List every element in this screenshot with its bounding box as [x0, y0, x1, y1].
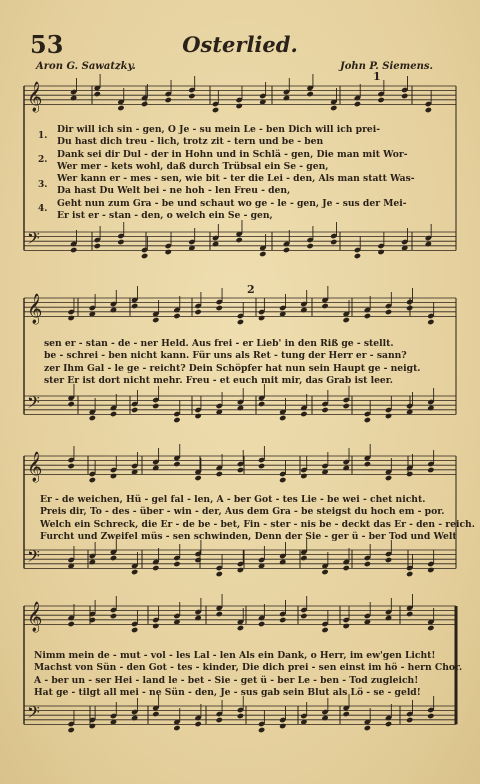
note-head: [216, 305, 223, 311]
note-head: [237, 713, 244, 719]
note-head: [300, 411, 307, 417]
lyric-line: be - schrei - ben nicht kann. Für uns als Ret - tung der Herr er - sann?: [44, 350, 407, 362]
note-head: [300, 307, 307, 313]
lyric-line: Dank sei dir Dul - der in Hohn und in Schlä - gen, Die man mit Wor-: [57, 148, 408, 160]
note-head: [401, 93, 408, 99]
note-head: [70, 247, 77, 253]
lyrics-block-system-4: [34, 650, 462, 699]
note-head: [427, 405, 434, 411]
note-head: [354, 101, 361, 107]
note-head: [427, 567, 434, 573]
note-head: [152, 711, 159, 717]
note-head: [427, 713, 434, 719]
note-head: [321, 627, 328, 633]
note-head: [194, 557, 201, 563]
note-head: [330, 105, 337, 111]
note-head: [343, 403, 350, 409]
note-head: [131, 569, 138, 575]
bass-clef-icon: 𝄢: [27, 228, 40, 252]
note-head: [364, 417, 371, 423]
note-head: [117, 239, 124, 245]
note-head: [385, 309, 392, 315]
lyric-line: Wer mer - kets wohl, daß durch Trübsal ein Se - gen,: [57, 160, 329, 172]
note-head: [385, 721, 392, 727]
note-head: [300, 473, 307, 479]
note-head: [385, 557, 392, 563]
note-head: [212, 107, 219, 113]
lyric-line: Er ist er - stan - den, o welch ein Se - gen,: [57, 210, 273, 222]
note-head: [67, 315, 74, 321]
lyric-line: zer Ihm Gal - le ge - reicht? Dein Schöpfer hat nun sein Haupt ge - neigt.: [44, 362, 421, 374]
note-head: [321, 303, 328, 309]
note-head: [152, 317, 159, 323]
note-head: [279, 723, 286, 729]
composer-credit: John P. Siemens.: [340, 61, 433, 72]
note-head: [110, 613, 117, 619]
note-head: [131, 627, 138, 633]
note-head: [283, 247, 290, 253]
verse-number: 4.: [38, 204, 48, 214]
note-head: [216, 471, 223, 477]
note-head: [237, 467, 244, 473]
note-head: [131, 715, 138, 721]
lyric-line: Hat ge - tilgt all mei - ne Sün - den, Je - sus gab sein Blut als Lö - se - geld!: [34, 686, 421, 698]
note-head: [279, 415, 286, 421]
note-head: [283, 95, 290, 101]
hymn-number: 53: [30, 30, 64, 59]
note-head: [406, 305, 413, 311]
lyrics-block-system-2: [44, 338, 421, 387]
treble-clef-icon: 𝄞: [27, 602, 43, 632]
note-head: [216, 717, 223, 723]
note-head: [194, 475, 201, 481]
note-head: [385, 413, 392, 419]
note-head: [152, 403, 159, 409]
note-head: [173, 561, 180, 567]
note-head: [173, 417, 180, 423]
note-head: [364, 561, 371, 567]
note-head: [377, 97, 384, 103]
note-head: [194, 721, 201, 727]
note-head: [279, 559, 286, 565]
note-head: [321, 407, 328, 413]
note-head: [194, 309, 201, 315]
lyric-line: ster Er ist dort nicht mehr. Freu - et euch mit mir, das Grab ist leer.: [44, 374, 393, 386]
note-head: [165, 97, 172, 103]
note-head: [427, 467, 434, 473]
note-head: [306, 91, 313, 97]
note-head: [343, 465, 350, 471]
hymn-title: Osterlied.: [182, 32, 298, 57]
lyric-line: A - ber un - ser Hei - land le - bet - Sie - get ü - ber Le - ben - Tod zugleich!: [34, 674, 419, 686]
note-head: [152, 465, 159, 471]
note-head: [259, 251, 266, 257]
note-head: [237, 319, 244, 325]
note-head: [364, 461, 371, 467]
note-head: [94, 91, 101, 97]
note-head: [258, 463, 265, 469]
note-head: [152, 623, 159, 629]
note-head: [110, 473, 117, 479]
note-head: [165, 249, 172, 255]
note-head: [237, 567, 244, 573]
note-head: [110, 307, 117, 313]
note-head: [258, 315, 265, 321]
note-head: [300, 555, 307, 561]
lyric-line: Preis dir, To - des - über - win - der, Aus dem Gra - be steigst du hoch em - por.: [40, 506, 445, 518]
note-head: [237, 405, 244, 411]
note-head: [235, 103, 242, 109]
note-head: [343, 711, 350, 717]
lyric-line: Machst von Sün - den Got - tes - kinder, Die dich prei - sen einst im hö - hern Chor.: [34, 662, 463, 674]
note-head: [330, 239, 337, 245]
note-head: [385, 475, 392, 481]
note-head: [406, 611, 413, 617]
note-head: [152, 565, 159, 571]
note-head: [364, 725, 371, 731]
note-head: [89, 477, 96, 483]
note-head: [258, 401, 265, 407]
lyric-line: Geht nun zum Gra - be und schaut wo ge - le - gen, Je - sus der Mei-: [57, 197, 407, 209]
note-head: [216, 611, 223, 617]
note-head: [300, 613, 307, 619]
note-head: [377, 249, 384, 255]
note-head: [279, 617, 286, 623]
note-head: [110, 411, 117, 417]
lyric-line: Furcht und Zweifel müs - sen schwinden, Denn der Sie - ger ü - ber Tod und Welt: [40, 530, 457, 542]
note-head: [235, 237, 242, 243]
note-head: [279, 477, 286, 483]
note-head: [321, 715, 328, 721]
note-head: [306, 243, 313, 249]
note-head: [67, 401, 74, 407]
note-head: [141, 253, 148, 259]
lyric-line: Wer kann er - mes - sen, wie bit - ter die Lei - den, Als man statt Was-: [57, 173, 415, 185]
note-head: [385, 615, 392, 621]
note-head: [89, 415, 96, 421]
verse-number: 3.: [38, 180, 48, 190]
lyric-line: Nimm mein de - mut - vol - les Lal - len Als ein Dank, o Herr, im ew'gen Licht!: [34, 650, 436, 661]
note-head: [425, 107, 432, 113]
note-head: [173, 461, 180, 467]
note-head: [427, 319, 434, 325]
note-head: [406, 571, 413, 577]
note-head: [131, 407, 138, 413]
note-head: [237, 625, 244, 631]
note-head: [188, 93, 195, 99]
note-head: [67, 727, 74, 733]
note-head: [131, 303, 138, 309]
treble-clef-icon: 𝄞: [27, 82, 43, 112]
note-head: [70, 95, 77, 101]
note-head: [216, 571, 223, 577]
note-head: [406, 471, 413, 477]
lyric-line: Da hast Du Welt bei - ne hoh - len Freu - den,: [57, 185, 291, 197]
note-head: [141, 101, 148, 107]
note-head: [212, 241, 219, 247]
note-head: [406, 717, 413, 723]
note-head: [67, 621, 74, 627]
note-head: [117, 105, 124, 111]
note-head: [67, 463, 74, 469]
lyric-line: Du hast dich treu - lich, trotz zit - tern und be - ben: [57, 136, 324, 148]
note-head: [110, 555, 117, 561]
lyric-line: Welch ein Schreck, die Er - de be - bet, Fin - ster - nis be - deckt das Er - den - reich.: [40, 518, 475, 530]
verse-number: 1.: [38, 131, 48, 141]
note-head: [173, 725, 180, 731]
note-head: [94, 243, 101, 249]
lyric-line: sen er - stan - de - ner Held. Aus frei - er Lieb' in den Riß ge - stellt.: [44, 338, 394, 349]
note-head: [173, 313, 180, 319]
note-head: [194, 615, 201, 621]
note-head: [343, 317, 350, 323]
note-head: [258, 727, 265, 733]
note-head: [427, 625, 434, 631]
lyric-line: Er - de weichen, Hü - gel fal - len, A - ber Got - tes Lie - be wei - chet nicht.: [40, 494, 426, 505]
bass-clef-icon: 𝄢: [27, 546, 40, 570]
note-head: [354, 253, 361, 259]
note-head: [425, 241, 432, 247]
note-head: [364, 313, 371, 319]
treble-clef-icon: 𝄞: [27, 294, 43, 324]
note-head: [89, 559, 96, 565]
first-ending-mark: 1: [373, 70, 381, 83]
treble-clef-icon: 𝄞: [27, 452, 43, 482]
note-head: [258, 621, 265, 627]
verse-number: 2.: [38, 155, 48, 165]
bass-clef-icon: 𝄢: [27, 702, 40, 726]
lyricist-credit: Aron G. Sawatzky.: [36, 61, 136, 72]
lyrics-block-system-1: [57, 124, 415, 222]
note-head: [321, 569, 328, 575]
note-head: [343, 565, 350, 571]
lyrics-block-system-3: [40, 494, 475, 543]
second-ending-mark: 2: [247, 283, 255, 296]
lyric-line: Dir will ich sin - gen, O Je - su mein Le - ben Dich will ich prei-: [57, 124, 381, 135]
note-head: [343, 623, 350, 629]
note-head: [194, 413, 201, 419]
bass-clef-icon: 𝄢: [27, 392, 40, 416]
